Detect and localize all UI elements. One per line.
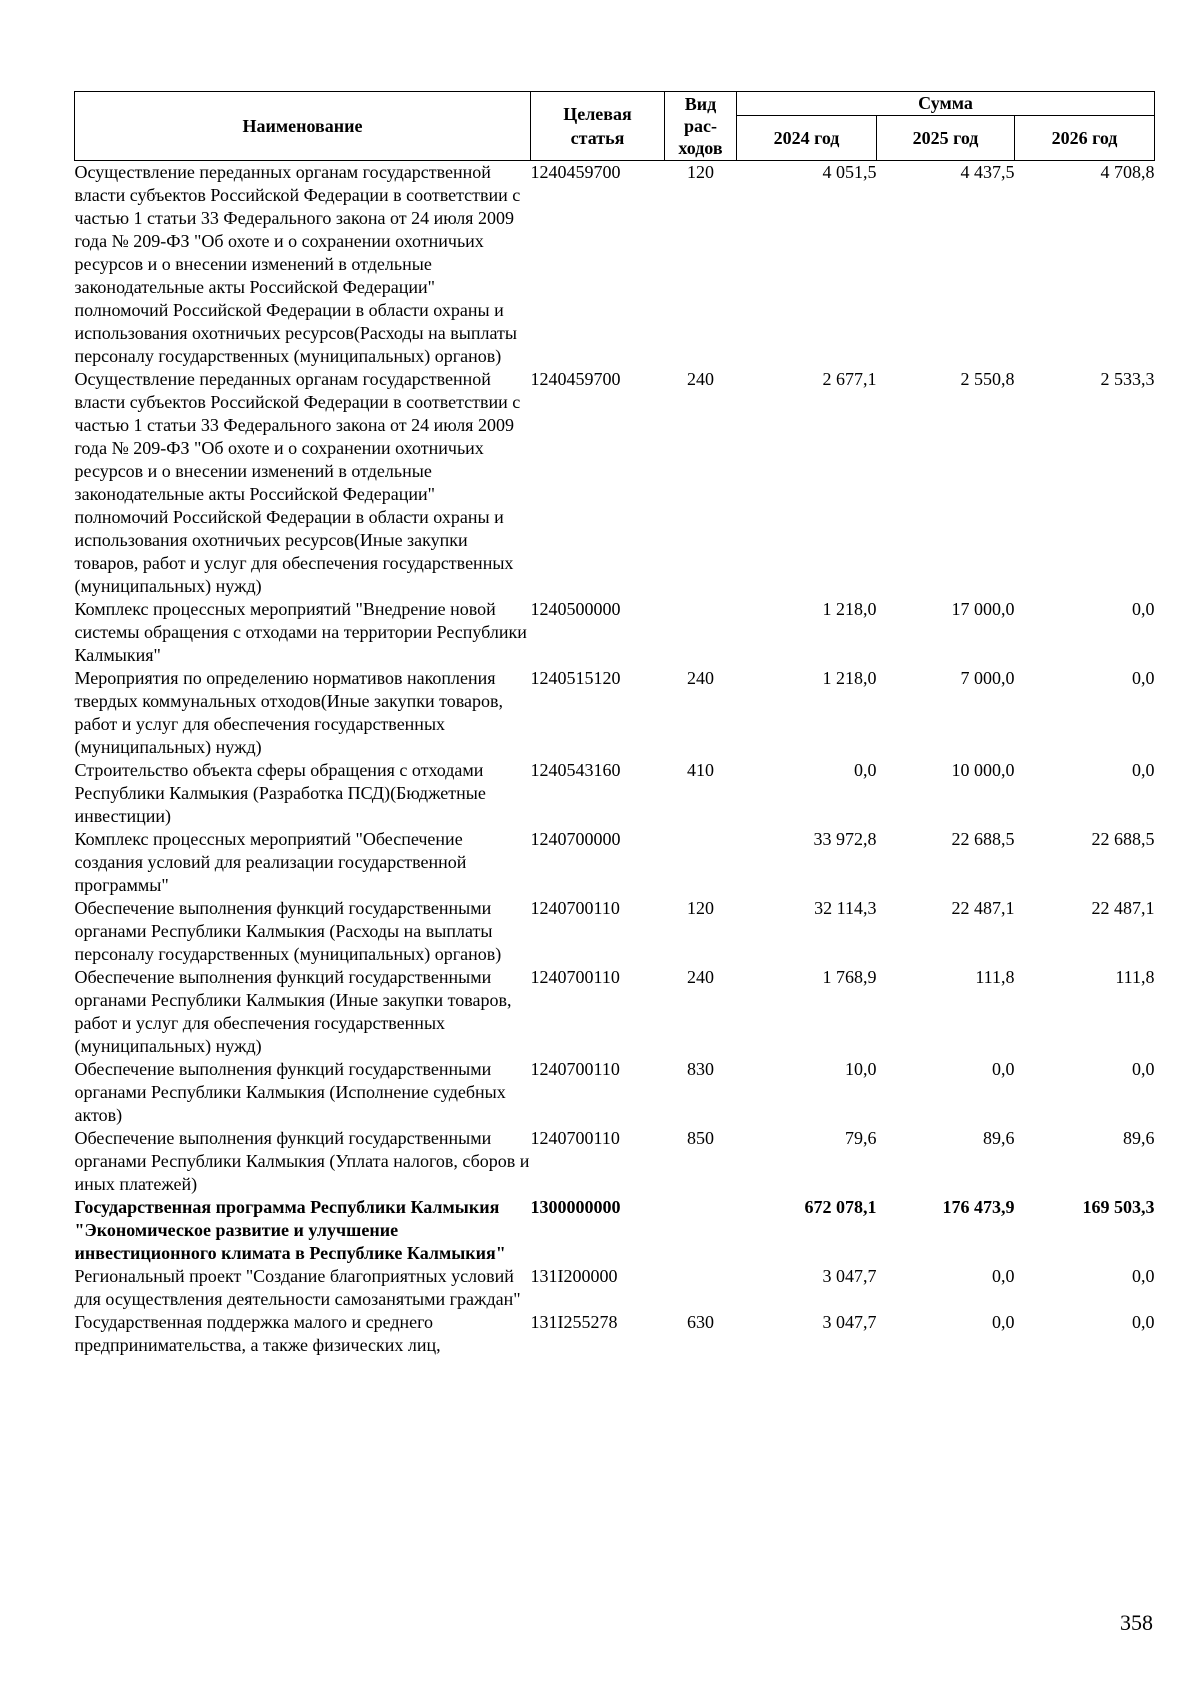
row-sum-2026: 22 487,1 <box>1091 898 1155 918</box>
row-sum-2024: 1 768,9 <box>822 967 877 987</box>
row-sum-2024: 672 078,1 <box>804 1197 877 1217</box>
row-expense-type: 630 <box>687 1312 714 1332</box>
row-sum-2026: 4 708,8 <box>1100 162 1155 182</box>
row-name: Обеспечение выполнения функций государственными органами Республики Калмыкия (Расходы на выплаты персоналу государственных (муниципальных) органов) <box>74 898 502 964</box>
row-expense-type: 120 <box>687 898 714 918</box>
row-expense-type: 850 <box>687 1128 714 1148</box>
row-sum-2025: 10 000,0 <box>951 760 1015 780</box>
row-sum-2025: 176 473,9 <box>942 1197 1015 1217</box>
row-sum-2024: 10,0 <box>845 1059 877 1079</box>
row-sum-2025: 4 437,5 <box>960 162 1015 182</box>
row-target-article: 1240700000 <box>530 829 621 849</box>
row-name: Обеспечение выполнения функций государственными органами Республики Калмыкия (Исполнение судебных актов) <box>74 1059 506 1125</box>
row-sum-2024: 79,6 <box>845 1128 877 1148</box>
row-target-article: 1240459700 <box>530 162 621 182</box>
row-sum-2026: 0,0 <box>1132 1312 1155 1332</box>
table-row <box>75 1196 1155 1265</box>
table-row <box>75 1265 1155 1311</box>
row-sum-2025: 17 000,0 <box>951 599 1015 619</box>
budget-table <box>74 91 1155 1357</box>
row-sum-2025: 2 550,8 <box>960 369 1015 389</box>
row-name: Осуществление переданных органам государственной власти субъектов Российской Федерации в соответствии с частью 1 статьи 33 Федерального закона от 24 июля 2009 года № 209-ФЗ "Об охоте и о сохранении охотничьих ресурсов и о внесении изменений в отдельные законодательные акты Российской Федерации" полномочий Российской Федерации в области охраны и использования охотничьих ресурсов(Иные закупки товаров, работ и услуг для обеспечения государственных (муниципальных) нужд) <box>74 369 521 596</box>
row-name: Региональный проект "Создание благоприятных условий для осуществления деятельности самозанятыми граждан" <box>74 1266 521 1309</box>
row-name: Мероприятия по определению нормативов накопления твердых коммунальных отходов(Иные закупки товаров, работ и услуг для обеспечения государственных (муниципальных) нужд) <box>74 668 504 757</box>
row-name: Обеспечение выполнения функций государственными органами Республики Калмыкия (Иные закупки товаров, работ и услуг для обеспечения государственных (муниципальных) нужд) <box>74 967 512 1056</box>
row-sum-2025: 22 487,1 <box>951 898 1015 918</box>
header-year-2026: 2026 год <box>1015 116 1155 161</box>
row-sum-2026: 0,0 <box>1132 599 1155 619</box>
header-name: Наименование <box>75 92 531 161</box>
row-expense-type: 240 <box>687 369 714 389</box>
table-row <box>75 1058 1155 1127</box>
row-name: Обеспечение выполнения функций государственными органами Республики Калмыкия (Уплата налогов, сборов и иных платежей) <box>74 1128 530 1194</box>
row-sum-2026: 0,0 <box>1132 760 1155 780</box>
table-row <box>75 368 1155 598</box>
table-row <box>75 161 1155 369</box>
row-sum-2024: 3 047,7 <box>822 1312 877 1332</box>
table-row <box>75 1311 1155 1357</box>
row-expense-type <box>665 828 737 897</box>
row-sum-2024: 1 218,0 <box>822 599 877 619</box>
row-sum-2024: 32 114,3 <box>814 898 877 918</box>
row-expense-type: 240 <box>687 668 714 688</box>
table-row <box>75 897 1155 966</box>
header-year-2024: 2024 год <box>737 116 877 161</box>
row-expense-type: 120 <box>687 162 714 182</box>
row-expense-type <box>665 1196 737 1265</box>
row-target-article: 1240700110 <box>530 967 620 987</box>
row-sum-2024: 3 047,7 <box>822 1266 877 1286</box>
row-target-article: 131I255278 <box>530 1312 618 1332</box>
row-sum-2026: 89,6 <box>1123 1128 1155 1148</box>
header-target-article: Целевая статья <box>531 92 665 161</box>
row-sum-2026: 2 533,3 <box>1100 369 1155 389</box>
row-name: Государственная поддержка малого и среднего предпринимательства, а также физических лиц, <box>74 1312 441 1355</box>
row-sum-2026: 111,8 <box>1115 967 1155 987</box>
row-sum-2024: 2 677,1 <box>822 369 877 389</box>
row-target-article: 1240515120 <box>530 668 621 688</box>
row-sum-2025: 89,6 <box>983 1128 1015 1148</box>
header-year-2025: 2025 год <box>877 116 1015 161</box>
row-target-article: 1240700110 <box>530 898 620 918</box>
row-name: Комплекс процессных мероприятий "Обеспечение создания условий для реализации государственной программы" <box>74 829 467 895</box>
row-expense-type: 830 <box>687 1059 714 1079</box>
table-row <box>75 598 1155 667</box>
row-name: Строительство объекта сферы обращения с отходами Республики Калмыкия (Разработка ПСД)(Бюджетные инвестиции) <box>74 760 486 826</box>
row-sum-2026: 169 503,3 <box>1082 1197 1155 1217</box>
table-row <box>75 759 1155 828</box>
row-sum-2025: 0,0 <box>992 1266 1015 1286</box>
table-header <box>75 92 1155 161</box>
table-row <box>75 966 1155 1058</box>
row-sum-2026: 0,0 <box>1132 668 1155 688</box>
row-name: Осуществление переданных органам государственной власти субъектов Российской Федерации в соответствии с частью 1 статьи 33 Федерального закона от 24 июля 2009 года № 209-ФЗ "Об охоте и о сохранении охотничьих ресурсов и о внесении изменений в отдельные законодательные акты Российской Федерации" полномочий Российской Федерации в области охраны и использования охотничьих ресурсов(Расходы на выплаты персоналу государственных (муниципальных) органов) <box>74 162 521 366</box>
row-expense-type: 410 <box>687 760 714 780</box>
row-expense-type: 240 <box>687 967 714 987</box>
row-name: Комплекс процессных мероприятий "Внедрение новой системы обращения с отходами на территории Республики Калмыкия" <box>74 599 527 665</box>
row-sum-2025: 0,0 <box>992 1312 1015 1332</box>
page-number: 358 <box>1120 1610 1153 1635</box>
row-sum-2026: 0,0 <box>1132 1266 1155 1286</box>
row-sum-2026: 0,0 <box>1132 1059 1155 1079</box>
table-row <box>75 667 1155 759</box>
row-sum-2024: 33 972,8 <box>813 829 877 849</box>
row-name: Государственная программа Республики Калмыкия "Экономическое развитие и улучшение инвестиционного климата в Республике Калмыкия" <box>74 1197 506 1263</box>
row-target-article: 1240543160 <box>530 760 621 780</box>
row-target-article: 1240700110 <box>530 1059 620 1079</box>
row-sum-2025: 0,0 <box>992 1059 1015 1079</box>
row-sum-2024: 0,0 <box>854 760 877 780</box>
row-expense-type <box>665 598 737 667</box>
table-row <box>75 828 1155 897</box>
row-sum-2026: 22 688,5 <box>1091 829 1155 849</box>
row-target-article: 1240700110 <box>530 1128 620 1148</box>
table-body <box>75 161 1155 1358</box>
row-target-article: 131I200000 <box>530 1266 618 1286</box>
header-sum: Сумма <box>737 92 1155 116</box>
row-sum-2024: 1 218,0 <box>822 668 877 688</box>
table-row <box>75 1127 1155 1196</box>
row-sum-2025: 111,8 <box>975 967 1015 987</box>
row-target-article: 1240459700 <box>530 369 621 389</box>
row-sum-2025: 22 688,5 <box>951 829 1015 849</box>
row-target-article: 1240500000 <box>530 599 621 619</box>
header-expense-type: Вид рас-ходов <box>665 92 737 161</box>
row-sum-2024: 4 051,5 <box>822 162 877 182</box>
row-sum-2025: 7 000,0 <box>960 668 1015 688</box>
row-target-article: 1300000000 <box>530 1197 621 1217</box>
row-expense-type <box>665 1265 737 1311</box>
